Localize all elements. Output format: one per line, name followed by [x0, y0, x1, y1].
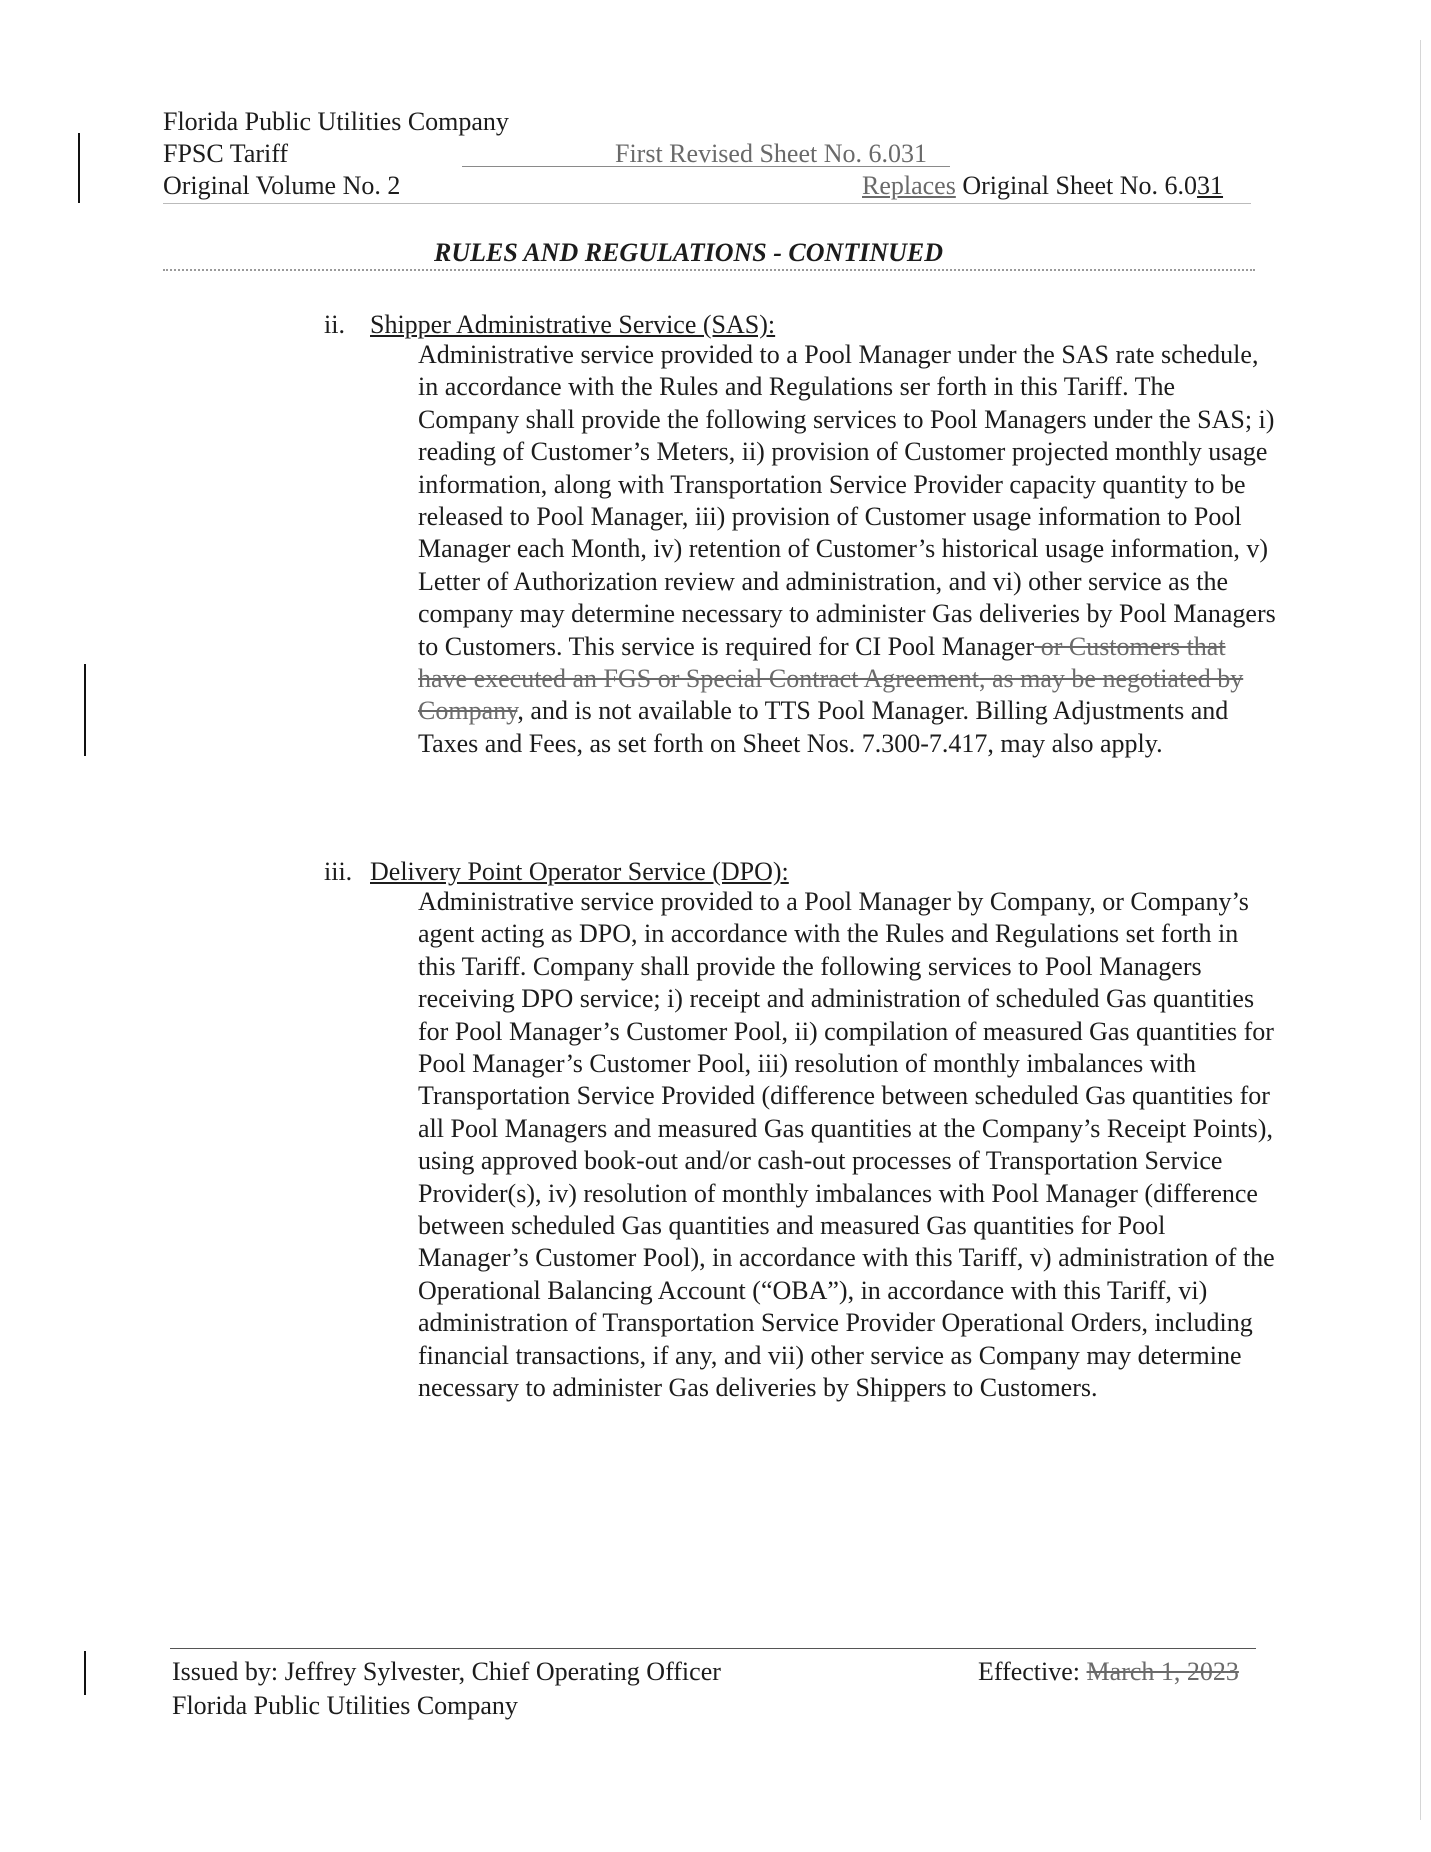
effective-struck-date: March 1, 2023 [1086, 1657, 1239, 1686]
section-heading-dpo [324, 857, 789, 887]
revision-bar-header [78, 133, 80, 203]
section-body-sas [418, 339, 1278, 760]
effective-label: Effective: [978, 1657, 1087, 1686]
section-title: Shipper Administrative Service (SAS): [370, 310, 776, 339]
section-title: Delivery Point Operator Service (DPO): [370, 857, 789, 886]
header-volume: Original Volume No. 2 [163, 171, 401, 200]
replaces-text: Original Sheet No. 6.0 [955, 171, 1198, 200]
title-rule [163, 269, 1255, 271]
section-number: iii. [324, 857, 353, 886]
section-body-dpo [418, 886, 1278, 1405]
header-rule [163, 203, 1251, 204]
header-replaces [862, 171, 1223, 201]
page-title: RULES AND REGULATIONS - CONTINUED [434, 238, 943, 267]
section-heading-sas [324, 310, 775, 340]
sas-text: Administrative service provided to a Pool Manager under the SAS rate schedule, in accordance with the Rules and Regulations ser forth in this Tariff. The Company shall provide the following services to Pool Managers under the SAS; i) reading of Customer’s Meters, ii) provision of Customer projected monthly usage information, along with Transportation Service Provider capacity quantity to be released to Pool Manager, iii) provision of Customer usage information to Pool Manager each Month, iv) retention of Customer’s historical usage information, v) Letter of Authorization review and administration, and vi) other service as the company may determine necessary to administer Gas deliveries by Pool Managers to Customers. This service is required for CI Pool Manager [418, 340, 1276, 661]
footer-issued-by: Issued by: Jeffrey Sylvester, Chief Operating Officer [172, 1657, 721, 1686]
replaces-suffix: 31 [1197, 171, 1224, 200]
header-sheet-number: First Revised Sheet No. 6.031 [615, 139, 927, 168]
replaces-prefix: Replaces [862, 171, 956, 200]
page-edge-line [1420, 40, 1421, 1820]
revision-bar-sas [84, 664, 86, 756]
footer-rule [170, 1648, 1256, 1649]
revision-bar-footer [84, 1651, 86, 1695]
footer-effective [978, 1655, 1239, 1689]
section-number: ii. [324, 310, 345, 339]
dpo-text: Administrative service provided to a Pool Manager by Company, or Company’s agent acting as DPO, in accordance with the Rules and Regulations set forth in this Tariff. Company shall provide the following services to Pool Managers receiving DPO service; i) receipt and administration of scheduled Gas quantities for Pool Manager’s Customer Pool, ii) compilation of measured Gas quantities for Pool Manager’s Customer Pool, iii) resolution of monthly imbalances with Transportation Service Provided (difference between scheduled Gas quantities for all Pool Managers and measured Gas quantities at the Company’s Receipt Points), using approved book-out and/or cash-out processes of Transportation Service Provider(s), iv) resolution of monthly imbalances with Pool Manager (difference between scheduled Gas quantities and measured Gas quantities for Pool Manager’s Customer Pool), in accordance with this Tariff, v) administration of the Operational Balancing Account (“OBA”), in accordance with this Tariff, vi) administration of Transportation Service Provider Operational Orders, including financial transactions, if any, and vii) other service as Company may determine necessary to administer Gas deliveries by Shippers to Customers. [418, 887, 1275, 1403]
header-tariff: FPSC Tariff [163, 139, 289, 168]
header-company: Florida Public Utilities Company [163, 107, 509, 136]
sas-text-end: , and is not available to TTS Pool Manager. Billing Adjustments and Taxes and Fees, as set forth on Sheet Nos. 7.300-7.417, may also apply. [418, 696, 1229, 758]
sas-struck-text: or Customers that have executed an FGS or Special Contract Agreement, as may be negotiated by Company [418, 631, 1244, 726]
footer-company: Florida Public Utilities Company [172, 1691, 518, 1720]
